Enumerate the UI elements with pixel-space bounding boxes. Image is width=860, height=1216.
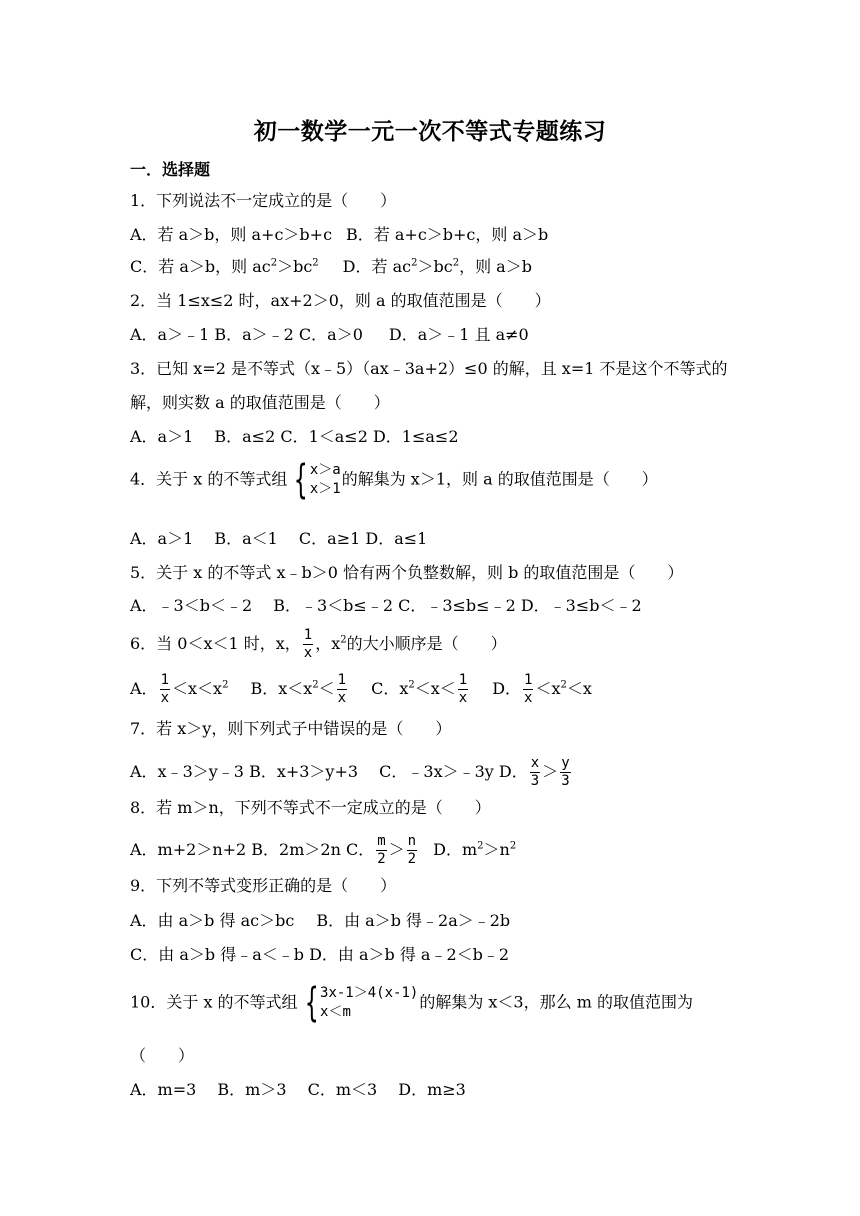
- page-title: 初一数学一元一次不等式专题练习: [253, 118, 607, 145]
- option-d: D．若 $ac^2>bc^2$，则 a＞b: [342, 257, 532, 276]
- option-c: C．$x^2<x<$ $\frac{1}{x}$: [371, 672, 468, 706]
- option-d: D．a＞﹣1 且 a≠0: [388, 325, 529, 344]
- section-heading: 一．选择题: [130, 160, 211, 179]
- question-10-options: A．m=3 B．m＞3 C．m＜3 D．m≥3: [130, 1080, 466, 1099]
- question-7-stem: 7．若 x＞y，则下列式子中错误的是（ ）: [130, 719, 452, 738]
- question-6-options: [130, 673, 592, 706]
- question-2-options: [130, 324, 529, 346]
- option-a: A．由 a＞b 得 ac＞bc: [130, 911, 295, 930]
- question-2-stem: 2．当 1≤x≤2 时，ax+2＞0，则 a 的取值范围是（ ）: [130, 291, 551, 310]
- question-1-options-cd: [130, 256, 532, 278]
- question-9-options-cd: C．由 a＞b 得﹣a＜﹣b D．由 a＞b 得 a﹣2＜b﹣2: [130, 945, 510, 964]
- option-d: D． $\frac{1}{x}$ $<x^2<x$: [492, 672, 592, 706]
- options-abc: A．a＞﹣1 B．a＞﹣2 C．a＞0: [130, 325, 363, 344]
- question-10-paren: （ ）: [130, 1046, 195, 1065]
- question-5-options: A．﹣3＜b＜﹣2 B．﹣3＜b≤﹣2 C．﹣3≤b≤﹣2 D．﹣3≤b＜﹣2: [130, 596, 642, 615]
- option-c: C．若 a＞b，则 $ac^2>bc^2$: [130, 257, 319, 276]
- option-b: B．由 a＞b 得﹣2a＞﹣2b: [316, 911, 511, 930]
- option-b: B．若 a+c＞b+c，则 a＞b: [346, 225, 549, 244]
- question-4-stem: 4．关于 x 的不等式组 { x＞a x＞1 的解集为 x＞1，则 a 的取值范围是（ ）: [130, 457, 658, 503]
- option-a: A． $\frac{1}{x}$ $<x<x^2$: [130, 672, 229, 706]
- question-4-options: A．a＞1 B．a＜1 C．a≥1 D．a≤1: [130, 529, 428, 548]
- question-5-stem: 5．关于 x 的不等式 x﹣b＞0 恰有两个负整数解，则 b 的取值范围是（ ）: [130, 563, 684, 582]
- inequality-system: { x＞a x＞1: [294, 457, 341, 503]
- question-7-options: A．x﹣3＞y﹣3 B．x+3＞y+3 C．﹣3x＞﹣3y D． $\frac{x}{3}$ ＞ $\frac{y}{3}$: [130, 755, 570, 789]
- option-b: B．$x<x^2<$ $\frac{1}{x}$: [250, 672, 347, 706]
- question-9-stem: 9．下列不等式变形正确的是（ ）: [130, 876, 397, 895]
- question-10-stem: 10．关于 x 的不等式组 { 3x-1＞4(x-1) x＜m 的解集为 x＜3，那么 m 的取值范围为: [130, 980, 693, 1026]
- fraction-one-over-x: $\frac{1}{x}$: [303, 627, 313, 661]
- question-9-options-ab: [130, 910, 510, 932]
- question-1-stem: 1．下列说法不一定成立的是（ ）: [130, 191, 397, 210]
- question-3-stem-line1: 3．已知 x=2 是不等式（x﹣5）（ax﹣3a+2）≤0 的解，且 x=1 不是这个不等式的: [130, 359, 728, 378]
- left-brace-icon: {: [304, 980, 319, 1026]
- question-8-options: A．m+2＞n+2 B．2m＞2n C． $\frac{m}{2}$ ＞ $\frac{n}{2}$ D．$m^2>n^2$: [130, 833, 517, 867]
- left-brace-icon: {: [294, 457, 309, 503]
- question-6-stem: 6．当 0＜x＜1 时，x， $\frac{1}{x}$ ，$x^2$的大小顺序是（ ）: [130, 627, 507, 661]
- option-a: A．若 a＞b，则 a+c＞b+c: [130, 225, 333, 244]
- question-3-options: A．a＞1 B．a≤2 C．1＜a≤2 D．1≤a≤2: [130, 427, 459, 446]
- question-1-options-ab: [130, 224, 548, 246]
- question-8-stem: 8．若 m＞n，下列不等式不一定成立的是（ ）: [130, 798, 491, 817]
- inequality-system: { 3x-1＞4(x-1) x＜m: [304, 980, 419, 1026]
- question-3-stem-line2: 解，则实数 a 的取值范围是（ ）: [130, 393, 390, 412]
